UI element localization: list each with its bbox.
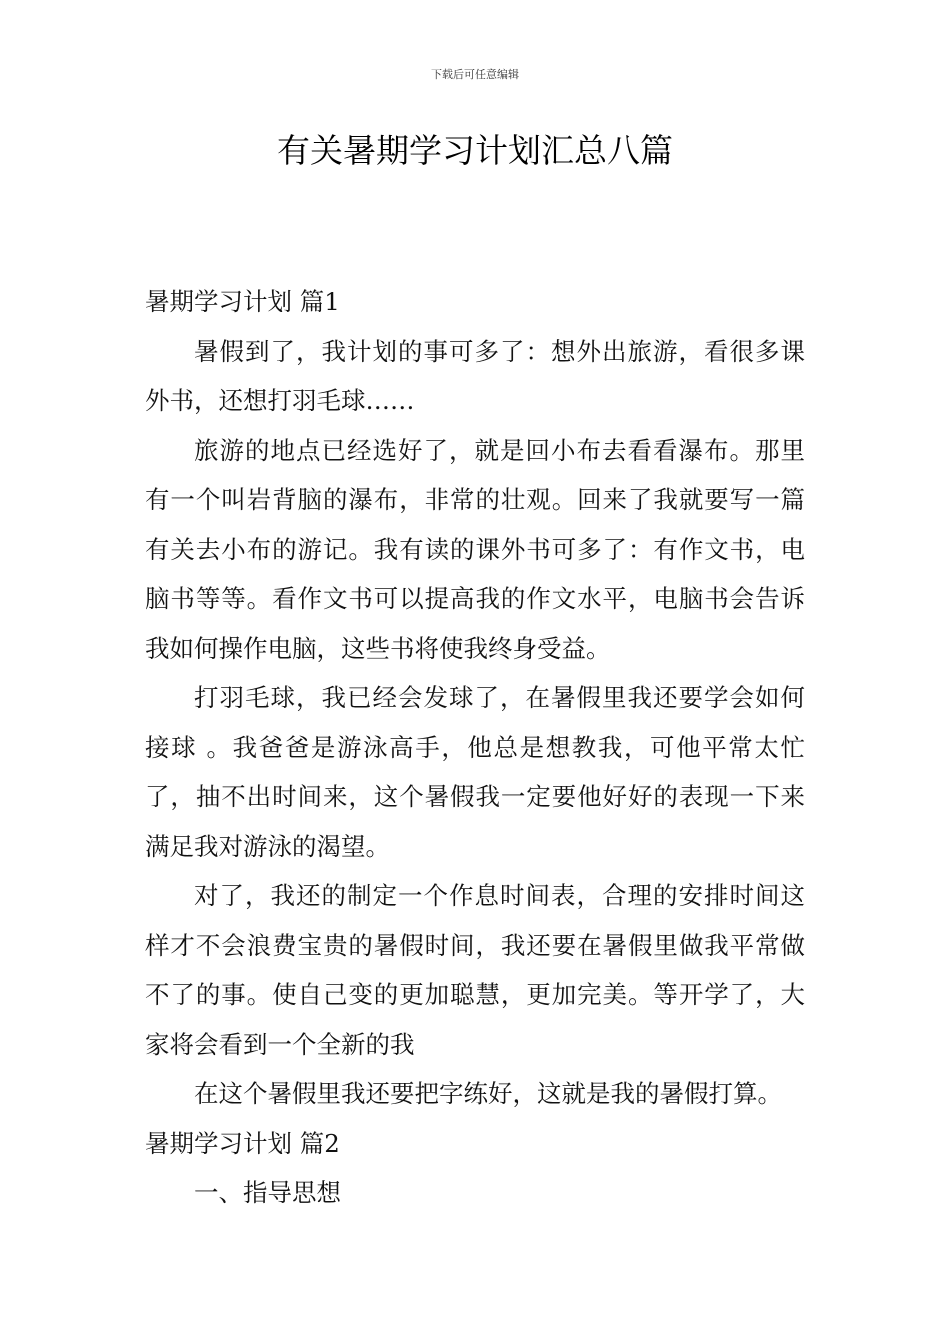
document-title: 有关暑期学习计划汇总八篇: [277, 131, 673, 170]
paragraph: 暑假到了，我计划的事可多了：想外出旅游，看很多课外书，还想打羽毛球……: [145, 336, 805, 415]
section-heading-2: 暑期学习计划 篇2: [145, 1128, 340, 1158]
paragraph: 一、指导思想: [194, 1178, 341, 1207]
paragraph: 在这个暑假里我还要把字练好，这就是我的暑假打算。: [194, 1079, 782, 1108]
paragraph: 打羽毛球，我已经会发球了，在暑假里我还要学会如何接球 。我爸爸是游泳高手，他总是想教我，可他平常太忙了，抽不出时间来，这个暑假我一定要他好好的表现一下来满足我对游泳的渴望。: [145, 683, 805, 861]
paragraph: 旅游的地点已经选好了，就是回小布去看看瀑布。那里有一个叫岩背脑的瀑布，非常的壮观。回来了我就要写一篇有关去小布的游记。我有读的课外书可多了：有作文书，电脑书等等。看作文书可以提高我的作文水平，电脑书会告诉我如何操作电脑，这些书将使我终身受益。: [145, 435, 805, 663]
document-body: [145, 277, 805, 1218]
section-heading-1: 暑期学习计划 篇1: [145, 287, 340, 316]
paragraph: 对了，我还的制定一个作息时间表，合理的安排时间这样才不会浪费宝贵的暑假时间，我还要在暑假里做我平常做不了的事。使自己变的更加聪慧，更加完美。等开学了，大家将会看到一个全新的我: [145, 881, 805, 1059]
header-note: 下载后可任意编辑: [431, 68, 519, 81]
